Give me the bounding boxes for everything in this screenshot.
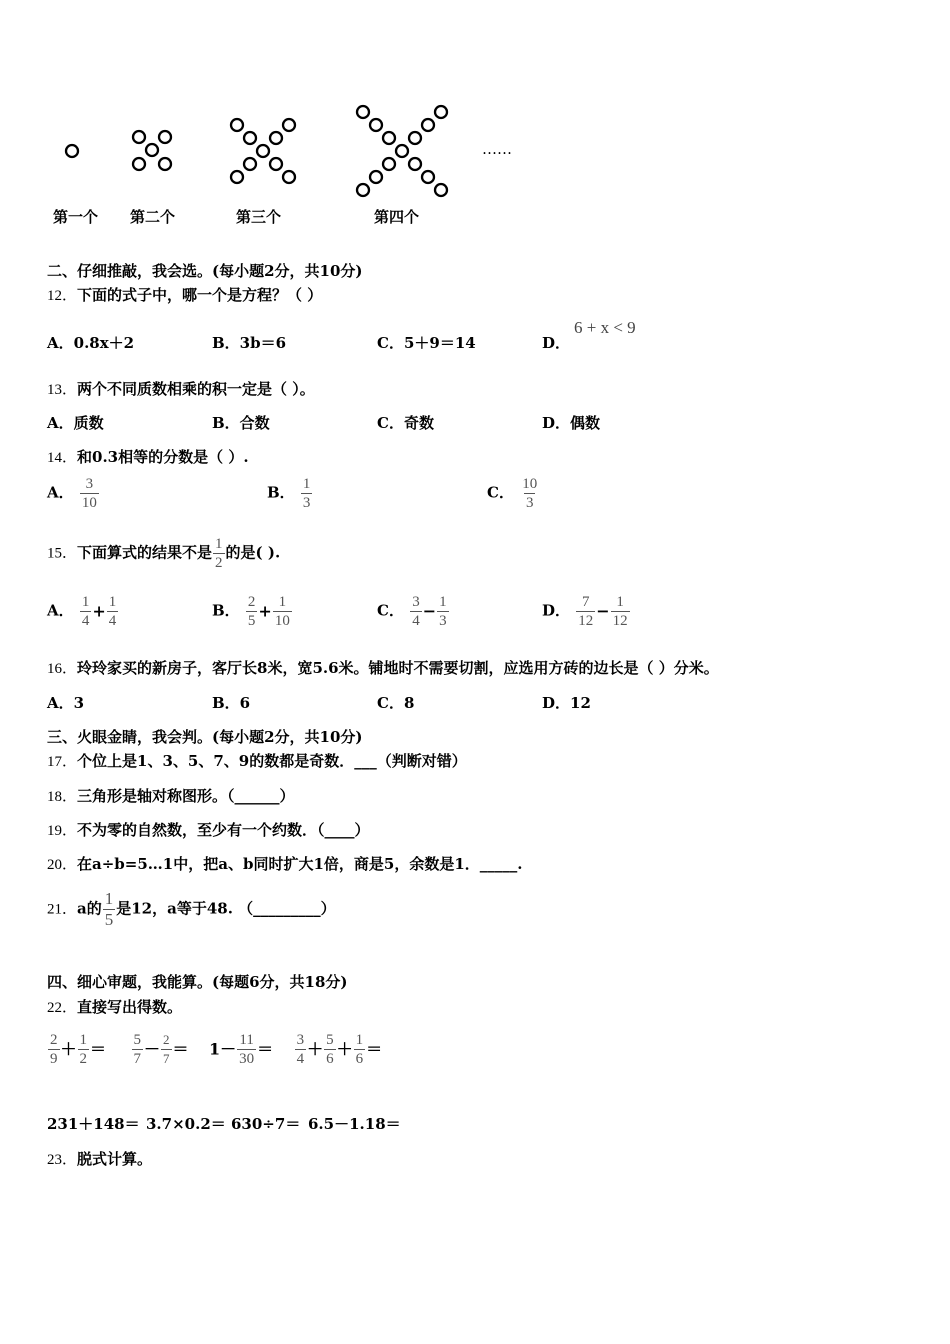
q22-row2-item-3: 630÷7＝ bbox=[231, 1115, 301, 1133]
q15-label-b: B． bbox=[212, 601, 240, 620]
q22-text: 直接写出得数。 bbox=[77, 998, 183, 1016]
q15-option-b bbox=[212, 594, 293, 629]
q15-label-a: A． bbox=[47, 601, 74, 620]
fraction: $\frac{1}{4}$ bbox=[81, 594, 90, 629]
fraction: $\frac{2}{9}$ bbox=[50, 1032, 58, 1067]
fraction: $\frac{1}{6}$ bbox=[355, 1032, 364, 1067]
operator: ＋ bbox=[336, 1039, 353, 1059]
q20-number: 20． bbox=[47, 857, 78, 873]
q15-label-c: C． bbox=[377, 601, 404, 620]
pattern-2 bbox=[133, 131, 171, 170]
equals: ＝ bbox=[366, 1039, 383, 1059]
operand: 1－ bbox=[209, 1039, 237, 1059]
fraction: $\frac{1}{3}$ bbox=[439, 594, 447, 629]
q21-text-after: 是12，a等于48. （_________） bbox=[116, 899, 336, 918]
q12-number: 12． bbox=[47, 288, 78, 304]
q19-text: 不为零的自然数，至少有一个约数．（____） bbox=[77, 821, 370, 839]
q12-text: 下面的式子中，哪一个是方程？（ ） bbox=[77, 286, 323, 304]
fraction: $\frac{1}{3}$ bbox=[302, 476, 311, 511]
fraction: $\frac{11}{30}$ bbox=[239, 1032, 255, 1067]
q22-row2-item-2: 3.7×0.2＝ bbox=[146, 1115, 226, 1133]
q14-label-c: C． bbox=[487, 483, 514, 502]
q22-fraction-row bbox=[47, 1032, 382, 1067]
operator: − bbox=[422, 601, 437, 621]
q14 bbox=[47, 447, 249, 468]
q17-text: 个位上是1、3、5、7、9的数都是奇数．___（判断对错） bbox=[77, 752, 467, 770]
q14-label-a: A． bbox=[47, 483, 74, 502]
equals: ＝ bbox=[257, 1039, 274, 1059]
q15-text-before: 下面算式的结果不是 bbox=[77, 543, 213, 562]
section2-title: 二、仔细推敲，我会选。(每小题2分，共10分) bbox=[47, 262, 363, 280]
fraction: $\frac{1}{2}$ bbox=[79, 1032, 88, 1067]
fraction: $\frac{1}{12}$ bbox=[612, 594, 628, 629]
q13 bbox=[47, 379, 315, 400]
q16 bbox=[47, 658, 719, 679]
q15-label-d: D． bbox=[542, 601, 571, 620]
operator: － bbox=[144, 1039, 161, 1059]
operator: ＋ bbox=[60, 1039, 77, 1059]
fraction: $\frac{3}{10}$ bbox=[81, 476, 97, 511]
fraction: $\frac{5}{7}$ bbox=[133, 1032, 141, 1067]
q15-option-a bbox=[47, 594, 119, 629]
q20 bbox=[47, 854, 522, 875]
q18-text: 三角形是轴对称图形。（______） bbox=[77, 787, 295, 805]
fraction: $\frac{1}{4}$ bbox=[108, 594, 117, 629]
circle-pattern-figure bbox=[0, 95, 520, 205]
q14-label-b: B． bbox=[267, 483, 295, 502]
fraction: $\frac{1}{2}$ bbox=[215, 536, 223, 571]
caption-3: 第三个 bbox=[236, 208, 282, 226]
q21 bbox=[47, 890, 336, 929]
q12 bbox=[47, 285, 322, 306]
operator: ＋ bbox=[307, 1039, 324, 1059]
pattern-4 bbox=[357, 106, 447, 196]
fraction: $\frac{3}{4}$ bbox=[296, 1032, 305, 1067]
section4-title: 四、细心审题，我能算。(每题6分，共18分) bbox=[47, 973, 348, 991]
q13-option-d: D．偶数 bbox=[542, 414, 601, 432]
q15-option-d bbox=[542, 594, 631, 629]
q23-text: 脱式计算。 bbox=[77, 1150, 153, 1168]
q16-option-a: A．3 bbox=[47, 694, 85, 712]
operator: − bbox=[596, 601, 610, 621]
q13-option-a: A．质数 bbox=[47, 414, 104, 432]
fraction: $\frac{10}{3}$ bbox=[522, 476, 538, 511]
fraction: $\frac{2}{5}$ bbox=[247, 594, 256, 629]
q19 bbox=[47, 820, 370, 841]
fraction: $\frac{1}{10}$ bbox=[274, 594, 290, 629]
q14-option-c bbox=[487, 476, 540, 511]
q21-text-before: a的 bbox=[77, 899, 102, 918]
operator: + bbox=[92, 601, 106, 621]
q13-option-b: B．合数 bbox=[212, 414, 270, 432]
pattern-3 bbox=[231, 119, 295, 183]
q18-number: 18． bbox=[47, 789, 78, 805]
fraction: $\frac{2}{7}$ bbox=[163, 1032, 170, 1066]
q23-number: 23． bbox=[47, 1152, 78, 1168]
q14-text: 和0.3相等的分数是（ ）. bbox=[77, 448, 249, 466]
q12-option-c: C．5＋9＝14 bbox=[377, 334, 476, 352]
q16-option-b: B．6 bbox=[212, 694, 251, 712]
section3-title: 三、火眼金睛，我会判。(每小题2分，共10分) bbox=[47, 728, 363, 746]
q22 bbox=[47, 997, 182, 1018]
q14-number: 14． bbox=[47, 450, 78, 466]
q17-number: 17． bbox=[47, 754, 78, 770]
q14-option-b bbox=[267, 476, 313, 511]
caption-1: 第一个 bbox=[53, 208, 99, 226]
pattern-1 bbox=[66, 145, 78, 157]
caption-2: 第二个 bbox=[130, 208, 176, 226]
fraction: $\frac{1}{5}$ bbox=[104, 889, 114, 929]
q13-option-c: C．奇数 bbox=[377, 414, 434, 432]
q12-option-a: A．0.8x＋2 bbox=[47, 334, 135, 352]
fraction: $\frac{7}{12}$ bbox=[578, 594, 594, 629]
q20-text: 在a÷b=5…1中，把a、b同时扩大1倍，商是5，余数是1．_____. bbox=[77, 855, 523, 873]
q15 bbox=[47, 536, 280, 571]
pattern-ellipsis: …… bbox=[482, 140, 512, 158]
q16-text: 玲玲家买的新房子，客厅长8米，宽5.6米。铺地时不需要切割，应选用方砖的边长是（ ）分米。 bbox=[77, 659, 719, 677]
q12-option-d: D． bbox=[542, 334, 571, 352]
q18 bbox=[47, 786, 295, 807]
fraction: $\frac{3}{4}$ bbox=[412, 594, 420, 629]
q13-number: 13． bbox=[47, 382, 78, 398]
q22-row2-item-1: 231＋148＝ bbox=[47, 1115, 140, 1133]
equals: ＝ bbox=[172, 1039, 189, 1059]
fraction: $\frac{5}{6}$ bbox=[326, 1032, 334, 1067]
q15-text-after: 的是( ). bbox=[225, 543, 281, 562]
q16-option-c: C．8 bbox=[377, 694, 415, 712]
operator: + bbox=[258, 601, 272, 621]
q15-option-c bbox=[377, 594, 450, 629]
q12-option-d-expression: 6 + x < 9 bbox=[574, 318, 636, 337]
equals: ＝ bbox=[90, 1039, 107, 1059]
q14-option-a bbox=[47, 476, 100, 511]
q23 bbox=[47, 1149, 152, 1170]
caption-4: 第四个 bbox=[374, 208, 420, 226]
q15-number: 15． bbox=[47, 545, 78, 562]
q17 bbox=[47, 751, 467, 772]
q22-number: 22． bbox=[47, 1000, 78, 1016]
q16-option-d: D．12 bbox=[542, 694, 591, 712]
q12-option-b: B．3b＝6 bbox=[212, 334, 287, 352]
q16-number: 16． bbox=[47, 661, 78, 677]
q13-text: 两个不同质数相乘的积一定是（ ）。 bbox=[77, 380, 315, 398]
q19-number: 19． bbox=[47, 823, 78, 839]
q22-row2-item-4: 6.5－1.18＝ bbox=[308, 1115, 401, 1133]
q21-number: 21． bbox=[47, 901, 78, 918]
